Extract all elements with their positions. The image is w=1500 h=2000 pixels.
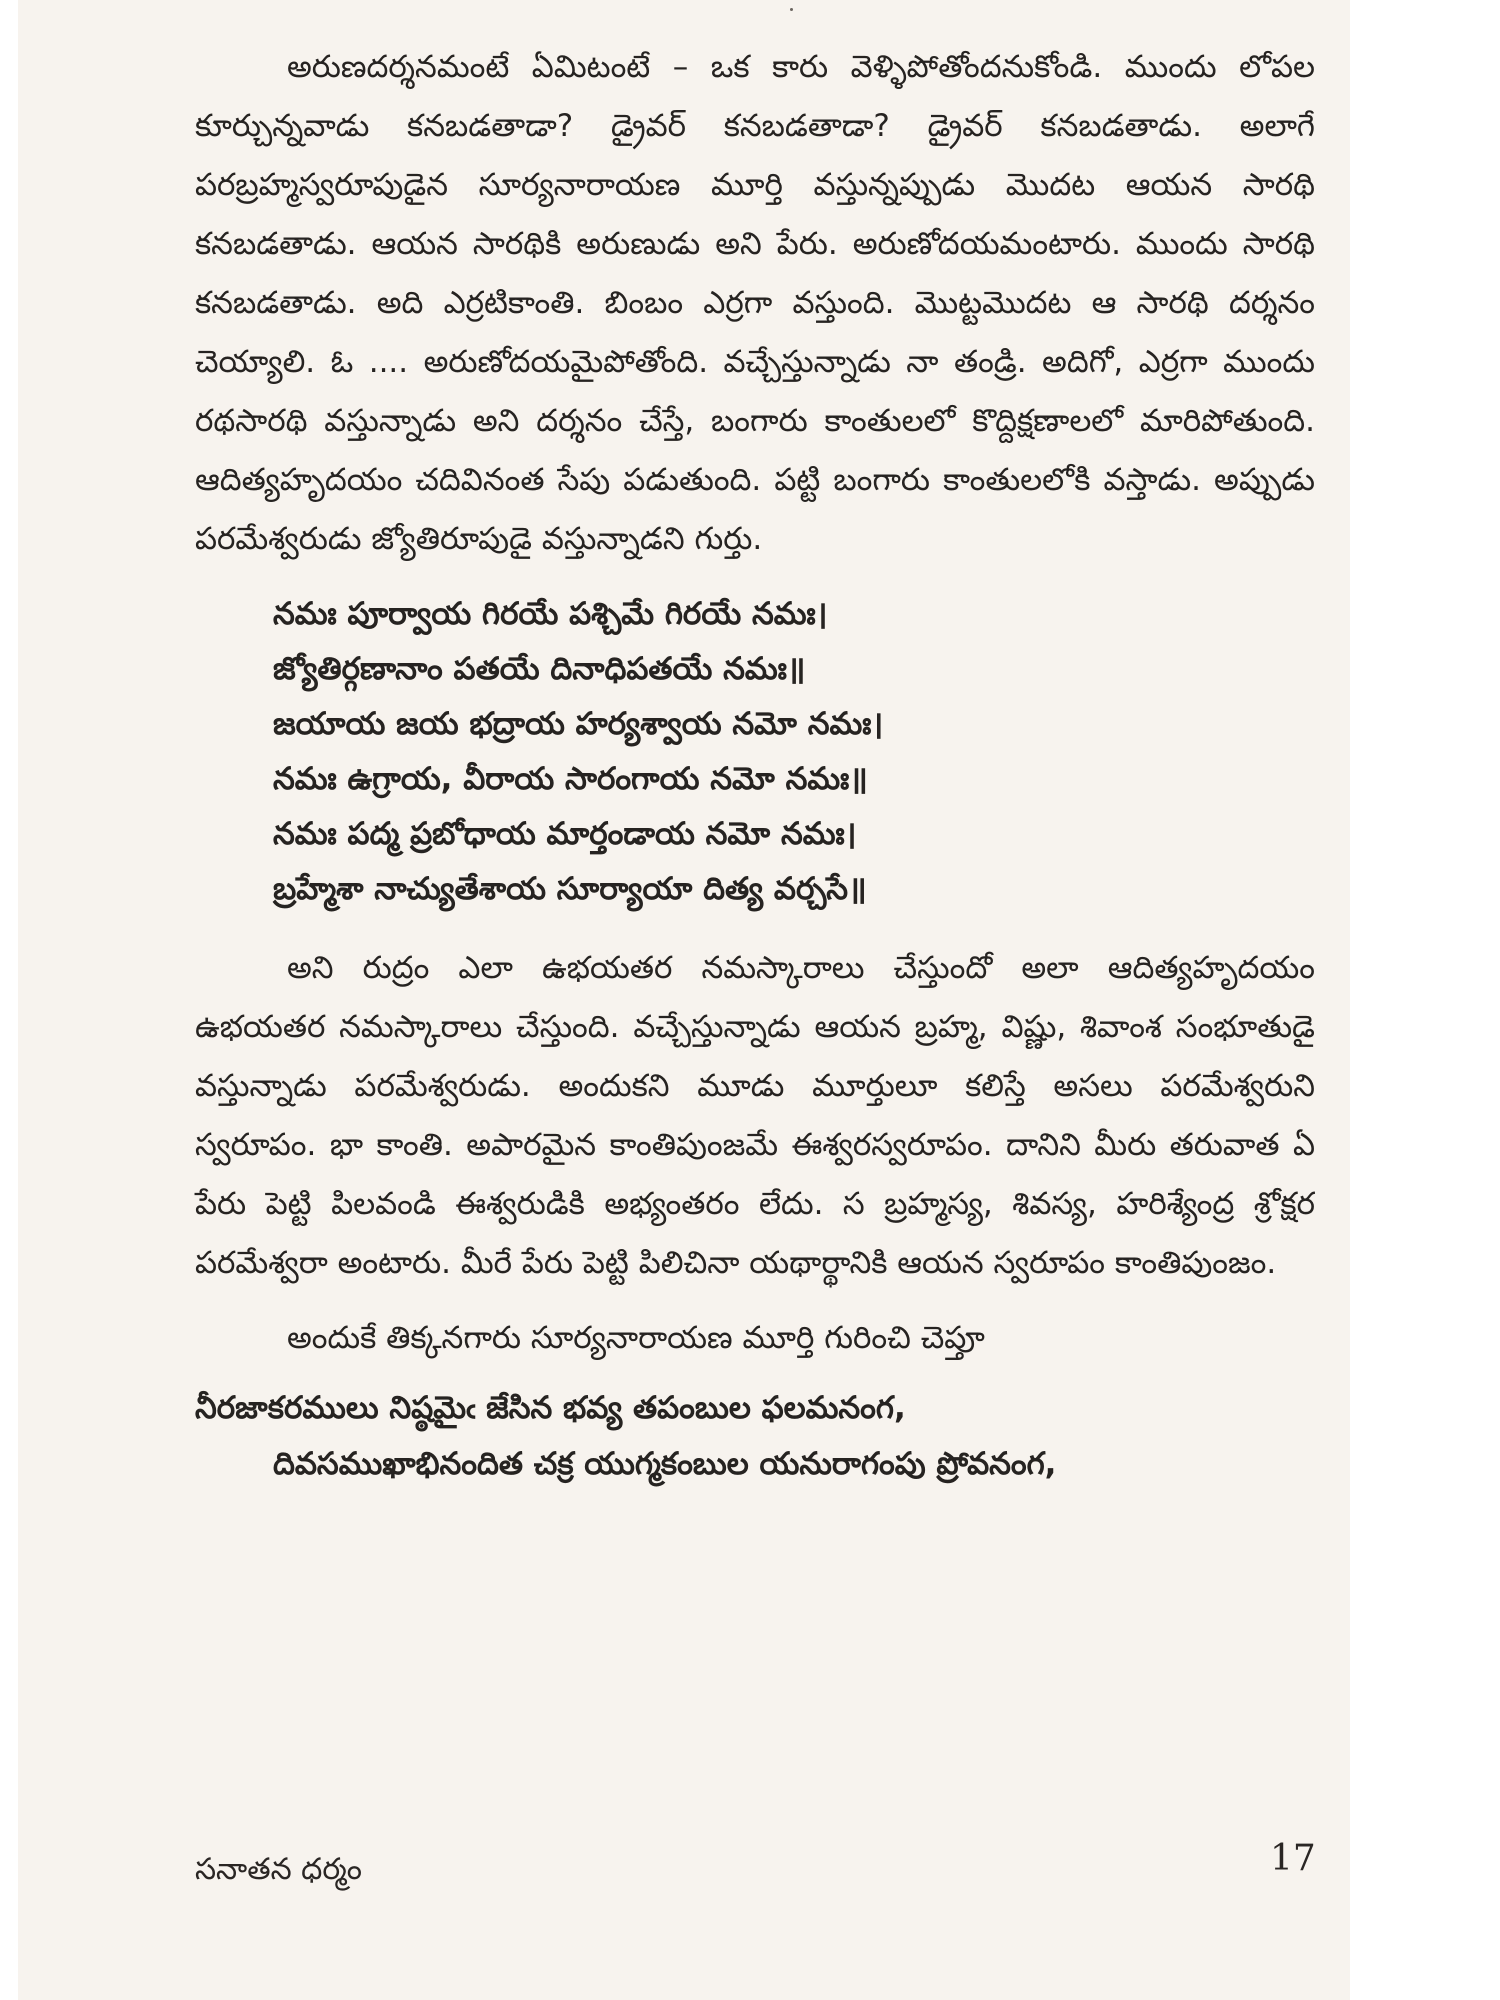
footer-book-title: సనాతన ధర్మం <box>195 1852 363 1887</box>
poem-line: దివసముఖాభినందిత చక్ర యుగ్మకంబుల యనురాగంపు ప్రోవనంగ, <box>273 1446 1057 1482</box>
sloka-line: నమః పద్మ ప్రబోధాయ మార్తండాయ నమో నమః। <box>273 816 857 852</box>
scan-margin-left <box>0 0 18 2000</box>
poem-block <box>195 1380 1315 1492</box>
sloka-line: నమః పూర్వాయ గిరయే పశ్చిమే గిరయే నమః। <box>273 596 828 632</box>
sloka-line: జ్యోతిర్గణానాం పతయే దినాధిపతయే నమః॥ <box>273 651 806 687</box>
sloka-line: జయాయ జయ భద్రాయ హర్యశ్వాయ నమో నమః। <box>273 706 884 742</box>
page-number: 17 <box>1270 1838 1316 1879</box>
scan-margin-right <box>1350 0 1500 2000</box>
paragraph-tikkana: అందుకే తిక్కనగారు సూర్యనారాయణ మూర్తి గురించి చెప్తూ <box>287 1320 985 1356</box>
sloka-block <box>195 587 1315 917</box>
sloka-line: నమః ఉగ్రాయ, వీరాయ సారంగాయ నమో నమః॥ <box>273 761 868 797</box>
sloka-line: బ్రహ్మేశా నాచ్యుతేశాయ సూర్యాయా దిత్య వర్చసే॥ <box>273 871 867 907</box>
scan-speck <box>790 8 793 11</box>
poem-line: నీరజాకరములు నిష్ఠమైఁ జేసిన భవ్య తపంబుల ఫలమనంగ, <box>195 1390 906 1426</box>
page-body <box>195 38 1315 1492</box>
paragraph-aruna-darshanam: అరుణదర్శనమంటే ఏమిటంటే – ఒక కారు వెళ్ళిపోతోందనుకోండి. ముందు లోపల కూర్చున్నవాడు కనబడతాడా? డ్రైవర్ కనబడతాడా? డ్రైవర్ కనబడతాడు. అలాగే పరబ్రహ్మస్వరూపుడైన సూర్యనారాయణ మూర్తి వస్తున్నప్పుడు మొదట ఆయన సారథి కనబడతాడు. ఆయన సారథికి అరుణుడు అని పేరు. అరుణోదయమంటారు. ముందు సారథి కనబడతాడు. అది ఎర్రటికాంతి. బింబం ఎర్రగా వస్తుంది. మొట్టమొదట ఆ సారథి దర్శనం చెయ్యాలి. ఓ .... అరుణోదయమైపోతోంది. వచ్చేస్తున్నాడు నా తండ్రి. అదిగో, ఎర్రగా ముందు రథసారథి వస్తున్నాడు అని దర్శనం చేస్తే, బంగారు కాంతులలో కొద్దిక్షణాలలో మారిపోతుంది. ఆదిత్యహృదయం చదివినంత సేపు పడుతుంది. పట్టి బంగారు కాంతులలోకి వస్తాడు. అప్పుడు పరమేశ్వరుడు జ్యోతిరూపుడై వస్తున్నాడని గుర్తు. <box>195 49 1315 557</box>
paragraph-ubhayatara: అని రుద్రం ఎలా ఉభయతర నమస్కారాలు చేస్తుందో అలా ఆదిత్యహృదయం ఉభయతర నమస్కారాలు చేస్తుంది. వచ్చేస్తున్నాడు ఆయన బ్రహ్మ, విష్ణు, శివాంశ సంభూతుడై వస్తున్నాడు పరమేశ్వరుడు. అందుకని మూడు మూర్తులూ కలిస్తే అసలు పరమేశ్వరుని స్వరూపం. భా కాంతి. అపారమైన కాంతిపుంజమే ఈశ్వరస్వరూపం. దానిని మీరు తరువాత ఏ పేరు పెట్టి పిలవండి ఈశ్వరుడికి అభ్యంతరం లేదు. స బ్రహ్మస్య, శివస్య, హరిశ్యేంద్ర శ్రోక్షర పరమేశ్వరా అంటారు. మీరే పేరు పెట్టి పిలిచినా యథార్థానికి ఆయన స్వరూపం కాంతిపుంజం. <box>195 950 1315 1281</box>
paragraph-gap <box>195 1293 1315 1309</box>
